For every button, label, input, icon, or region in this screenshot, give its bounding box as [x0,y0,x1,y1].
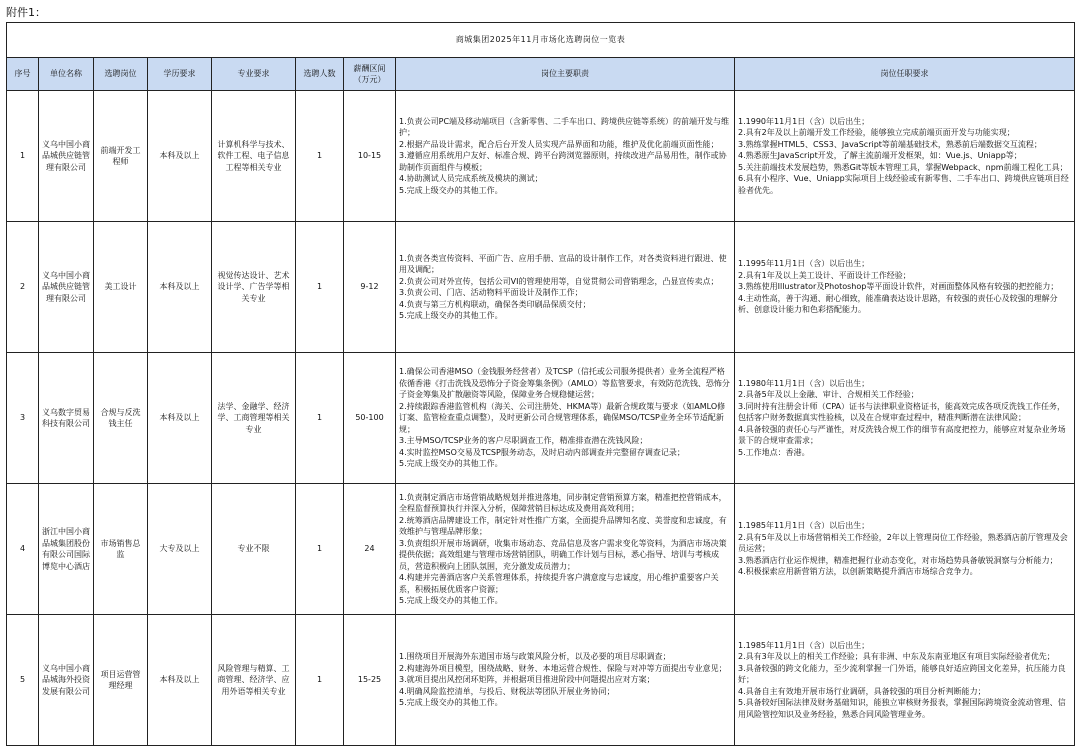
requirement-line: 5.工作地点：香港。 [738,447,810,457]
requirement-line: 4.主动性高，善于沟通、耐心细致，能准确表达设计思路，有较强的责任心及较强的理解分析、创意设计能力和色彩搭配能力。 [738,293,1058,315]
header-salary: 薪酬区间（万元） [344,58,396,91]
cell-major: 专业不限 [212,484,296,615]
requirement-line: 2.具有2年及以上前端开发工作经验，能够独立完成前端页面开发与功能实现； [738,128,1015,138]
duty-line: 3.遵循应用系统用户友好、标准合规、跨平台跨浏览器原则，持续改进产品易用性，制作或协助制作页面组件与模板； [399,151,727,172]
header-seq: 序号 [7,58,39,91]
requirement-line: 5.具备较好国际法律及财务基础知识，能独立审核财务报表，掌握国际跨境资金流动管理、信用风险管控知识及业务经验，熟悉合同风险管理业务。 [738,698,1066,719]
title-row [7,23,1075,58]
requirement-line: 1.1990年11月1日（含）以后出生； [738,116,870,126]
cell-unit: 义乌中国小商品城供应链管理有限公司 [39,91,94,222]
requirement-line: 1.1985年11月1日（含）以后出生； [738,521,870,531]
appendix-label: 附件1： [6,6,46,19]
cell-unit: 义乌数字贸易科技有限公司 [39,353,94,484]
table-row [7,222,1075,353]
cell-requirements [735,615,1075,746]
header-unit: 单位名称 [39,58,94,91]
duty-line: 3.就项目提出风控闭环矩阵，并根据项目推进阶段中问题提出应对方案； [399,675,655,685]
duty-line: 3.负责公司、门店、活动物料平面设计及制作工作； [399,288,583,297]
duty-line: 4.实时监控MSO交易及TCSP服务动态，及时启动内部调查并完整留存调查记录； [399,447,685,457]
duty-line: 5.完成上级交办的其他工作。 [399,185,503,195]
requirement-line: 3.熟练使用Illustrator及Photoshop等平面设计软件，对画面整体风格有较强的把控能力； [738,282,1059,292]
page-title: 商城集团2025年11月市场化选聘岗位一览表 [7,23,1075,58]
requirement-line: 4.熟悉原生JavaScript开发，了解主流前端开发框架，如：Vue.js、Uniapp等； [738,151,1022,161]
cell-count: 1 [296,91,344,222]
cell-requirements [735,484,1075,615]
requirement-line: 2.具备5年及以上金融、审计、合规相关工作经验； [738,390,919,400]
cell-position: 前端开发工程师 [94,91,148,222]
requirement-line: 4.积极探索应用新营销方法，以创新策略提升酒店市场综合竞争力。 [738,567,978,577]
cell-salary: 50-100 [344,353,396,484]
duty-line: 5.完成上级交办的其他工作。 [399,311,503,320]
cell-education: 本科及以上 [148,615,212,746]
header-duties: 岗位主要职责 [396,58,735,91]
cell-position: 合规与反洗钱主任 [94,353,148,484]
cell-seq: 4 [7,484,39,615]
cell-requirements [735,353,1075,484]
header-major: 专业要求 [212,58,296,91]
cell-salary: 10-15 [344,91,396,222]
cell-seq: 5 [7,615,39,746]
cell-major: 风险管理与精算、工商管理、经济学、应用外语等相关专业 [212,615,296,746]
duty-line: 1.确保公司香港MSO（金钱服务经营者）及TCSP（信托或公司服务提供者）业务全流程严格依循香港《打击洗钱及恐怖分子资金筹集条例》（AMLO）等监管要求，有效防范洗钱、恐怖分子资金筹集及扩散融资等风险，保障业务合规稳健运营； [399,367,730,400]
duty-line: 5.完成上级交办的其他工作。 [399,596,503,605]
cell-count: 1 [296,353,344,484]
cell-position: 项目运营管理经理 [94,615,148,746]
cell-count: 1 [296,222,344,353]
duty-line: 1.负责制定酒店市场营销战略规划并推进落地，同步制定营销预算方案，精准把控营销成本，全程监督预算执行并深入分析，保障营销目标达成及费用高效利用； [399,492,727,513]
requirement-line: 2.具有1年及以上美工设计、平面设计工作经验； [738,270,911,280]
cell-duties [396,91,735,222]
cell-duties [396,353,735,484]
cell-major: 法学、金融学、经济学、工商管理等相关专业 [212,353,296,484]
cell-requirements [735,91,1075,222]
cell-duties [396,615,735,746]
duty-line: 2.构建海外项目模型，围绕战略、财务、本地运营合规性、保险与对冲等方面提出专业意见； [399,663,727,673]
header-requirements: 岗位任职要求 [735,58,1075,91]
requirement-line: 4.具备自主有效地开展市场行业调研，具备较强的项目分析判断能力； [738,686,986,696]
table-row [7,353,1075,484]
duty-line: 2.根据产品设计需求，配合后台开发人员实现产品界面和功能，维护及优化前端页面性能； [399,139,719,149]
table-row [7,91,1075,222]
duty-line: 4.协助测试人员完成系统及模块的测试； [399,174,543,184]
cell-education: 大专及以上 [148,484,212,615]
table-row [7,484,1075,615]
cell-unit: 浙江中国小商品城集团股份有限公司国际博览中心酒店 [39,484,94,615]
header-position: 选聘岗位 [94,58,148,91]
requirement-line: 2.具有5年及以上市场营销相关工作经验，2年以上管理岗位工作经验，熟悉酒店前厅管理及会员运营； [738,532,1068,554]
cell-salary: 24 [344,484,396,615]
requirement-line: 4.具备较强的责任心与严谨性，对反洗钱合规工作的细节有高度把控力，能够应对复杂业务场景下的合规审查需求； [738,424,1066,446]
duty-line: 3.主导MSO/TCSP业务的客户尽职调查工作，精准排查潜在洗钱风险； [399,436,648,446]
cell-count: 1 [296,484,344,615]
duty-line: 1.负责公司PC端及移动端项目（含新零售、二手车出口、跨境供应链等系统）的前端开发与维护； [399,116,730,138]
header-education: 学历要求 [148,58,212,91]
duty-line: 5.完成上级交办的其他工作。 [399,698,503,708]
duty-line: 4.负责与第三方机构联动，确保各类印刷品保质交付； [399,299,591,309]
requirement-line: 6.具有小程序、Vue、Uniapp实际项目上线经验或有新零售、二手车出口、跨境供应链项目经验者优先。 [738,174,1069,195]
cell-duties [396,222,735,353]
duty-line: 4.构建并完善酒店客户关系管理体系，持续提升客户满意度与忠诚度，用心维护重要客户关系，积极拓展优质客户资源； [399,573,719,594]
duty-line: 5.完成上级交办的其他工作。 [399,459,503,469]
requirement-line: 1.1995年11月1日（含）以后出生； [738,259,870,269]
table-row [7,615,1075,746]
cell-unit: 义乌中国小商品城海外投资发展有限公司 [39,615,94,746]
cell-major: 计算机科学与技术、软件工程、电子信息工程等相关专业 [212,91,296,222]
cell-duties [396,484,735,615]
cell-count: 1 [296,615,344,746]
header-count: 选聘人数 [296,58,344,91]
cell-seq: 1 [7,91,39,222]
cell-education: 本科及以上 [148,353,212,484]
duty-line: 1.负责各类宣传资料、平面广告、应用手册、宣品的设计制作工作，对各类资料进行跟进、使用及调配； [399,253,727,274]
cell-seq: 2 [7,222,39,353]
cell-position: 市场销售总监 [94,484,148,615]
duty-line: 2.负责公司对外宣传，包括公司VI的管理使用等，自觉贯彻公司营销理念，凸显宣传卖点； [399,276,719,286]
requirement-line: 3.熟悉酒店行业运作规律，精准把握行业动态变化，对市场趋势具备敏锐洞察与分析能力； [738,555,1058,565]
cell-salary: 9-12 [344,222,396,353]
cell-unit: 义乌中国小商品城供应链管理有限公司 [39,222,94,353]
requirement-line: 3.同时持有注册会计师（CPA）证书与法律职业资格证书，能高效完成各项反洗钱工作任务，包括客户财务数据真实性验核，以及在合规审查过程中，精准判断潜在法律风险； [738,401,1065,423]
duty-line: 4.明确风险监控清单，与投后、财税法等团队开展业务协同； [399,686,615,696]
requirement-line: 5.关注前端技术发展趋势，熟悉Git等版本管理工具，掌握Webpack、npm前端工程化工具； [738,162,1068,172]
requirement-line: 3.具备较强的跨文化能力，至少流利掌握一门外语，能够良好适应跨国文化差异，抗压能力良好； [738,663,1066,685]
requirement-line: 1.1985年11月1日（含）以后出生； [738,640,870,650]
cell-position: 美工设计 [94,222,148,353]
positions-table [6,22,1075,746]
cell-seq: 3 [7,353,39,484]
requirement-line: 2.具有3年及以上的相关工作经验；具有非洲、中东及东南亚地区有项目实际经验者优先； [738,652,1055,662]
requirement-line: 3.熟练掌握HTML5、CSS3、JavaScript等前端基础技术，熟悉前后端数据交互流程； [738,139,1042,149]
cell-salary: 15-25 [344,615,396,746]
duty-line: 2.持续跟踪香港监管机构（海关、公司注册处、HKMA等）最新合规政策与要求（如AMLO修订案、监管检查重点调整），及时更新公司合规管理体系，确保MSO/TCSP业务全环节适配新规； [399,401,726,434]
cell-education: 本科及以上 [148,222,212,353]
cell-major: 视觉传达设计、艺术设计学、广告学等相关专业 [212,222,296,353]
cell-requirements [735,222,1075,353]
duty-line: 3.负责组织开展市场调研，收集市场动态、竞品信息及客户需求变化等资料，为酒店市场决策提供依据；高效组建与管理市场营销团队，明确工作计划与目标，悉心指导、培训与考核成员，营造积极向上团队氛围，充分激发成员潜力； [399,538,727,571]
duty-line: 2.统筹酒店品牌建设工作，制定针对性推广方案，全面提升品牌知名度、美誉度和忠诚度，有效维护与管理品牌形象； [399,515,727,536]
requirement-line: 1.1980年11月1日（含）以后出生； [738,378,870,388]
header-row [7,58,1075,91]
cell-education: 本科及以上 [148,91,212,222]
duty-line: 1.围绕项目开展海外东道国市场与政策风险分析，以及必要的项目尽职调查； [399,652,671,662]
